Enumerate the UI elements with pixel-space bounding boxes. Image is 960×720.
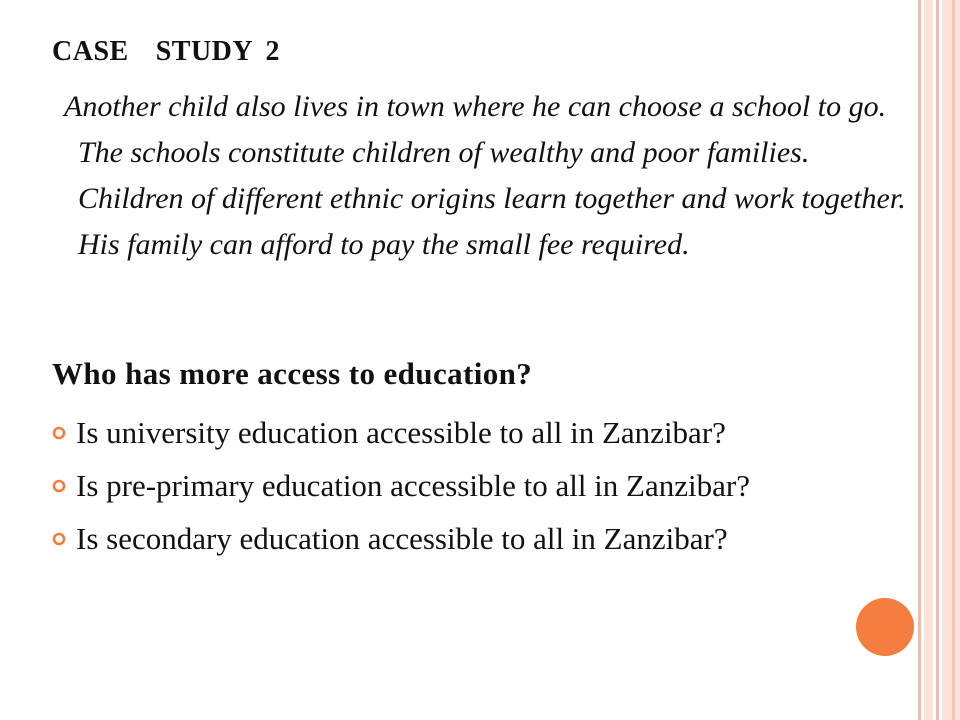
open-circle-bullet-icon bbox=[52, 426, 66, 440]
bullet-item bbox=[52, 412, 892, 454]
border-stripe bbox=[952, 0, 955, 720]
bullet-text: Is secondary education accessible to all in Zanzibar? bbox=[76, 521, 728, 556]
case-study-paragraph: Another child also lives in town where he can choose a school to go. The schools constitute children of wealthy and poor families. Children of different ethnic origins learn together and work together. His family can afford to pay the small fee required. bbox=[64, 90, 906, 261]
question-heading: Who has more access to education? bbox=[52, 356, 533, 391]
border-stripe bbox=[924, 0, 933, 720]
bullet-list bbox=[52, 412, 892, 571]
open-circle-bullet-icon bbox=[52, 532, 66, 546]
bullet-text: Is pre-primary education accessible to all in Zanzibar? bbox=[76, 468, 750, 503]
slide-title: CASE STUDY 2 bbox=[52, 36, 281, 67]
bullet-text: Is university education accessible to all in Zanzibar? bbox=[76, 415, 726, 450]
orange-circle-decoration bbox=[856, 598, 914, 656]
border-stripe bbox=[936, 0, 939, 720]
bullet-item bbox=[52, 465, 892, 507]
border-stripe bbox=[942, 0, 960, 720]
open-circle-bullet-icon bbox=[52, 479, 66, 493]
bullet-item bbox=[52, 518, 892, 560]
